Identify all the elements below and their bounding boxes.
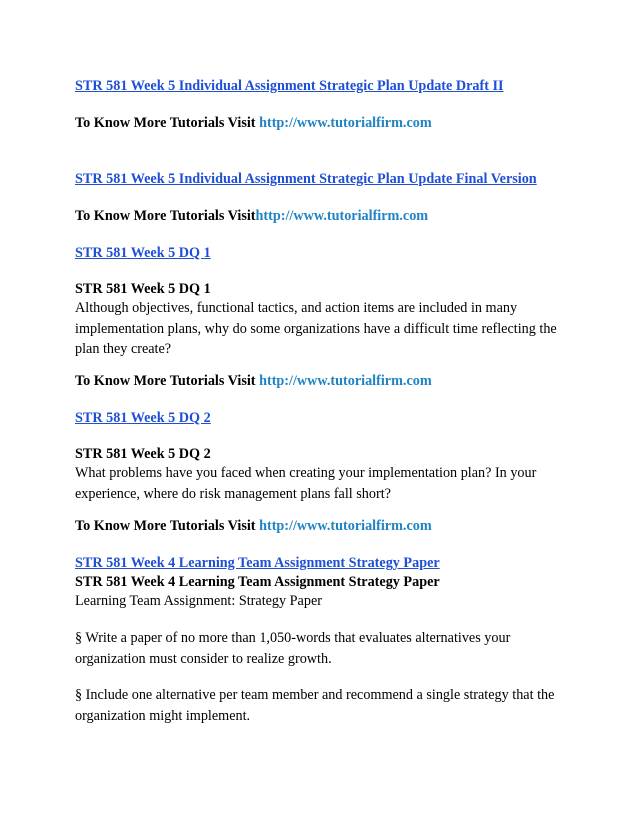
dq1-title: STR 581 Week 5 DQ 1: [75, 281, 211, 297]
visit-line-4: [75, 516, 432, 536]
bullet-paragraph-2: § Include one alternative per team member and recommend a single strategy that the organization might implement.: [75, 687, 555, 724]
tutorial-url[interactable]: http://www.tutorialfirm.com: [259, 518, 432, 534]
visit-line-1: [75, 113, 432, 133]
strategy-paper-subtitle: Learning Team Assignment: Strategy Paper: [75, 593, 322, 609]
dq2-title: STR 581 Week 5 DQ 2: [75, 446, 211, 462]
visit-prefix: To Know More Tutorials Visit: [75, 373, 260, 389]
link-dq1[interactable]: STR 581 Week 5 DQ 1: [75, 245, 211, 261]
link-draft-ii[interactable]: STR 581 Week 5 Individual Assignment Strategic Plan Update Draft II: [75, 78, 504, 94]
link-dq2[interactable]: STR 581 Week 5 DQ 2: [75, 410, 211, 426]
visit-prefix: To Know More Tutorials Visit: [75, 115, 260, 131]
dq2-body: What problems have you faced when creating your implementation plan? In your experience, where do risk management plans fall short?: [75, 465, 537, 502]
dq1-body: Although objectives, functional tactics, and action items are included in many implementation plans, why do some organizations have a difficult time reflecting the plan they create?: [75, 300, 557, 357]
visit-prefix: To Know More Tutorials Visit: [75, 518, 260, 534]
strategy-paper-title: STR 581 Week 4 Learning Team Assignment Strategy Paper: [75, 574, 440, 590]
visit-prefix: To Know More Tutorials Visit: [75, 208, 256, 224]
tutorial-url[interactable]: http://www.tutorialfirm.com: [255, 208, 429, 224]
visit-line-2: [75, 206, 428, 226]
bullet-paragraph-1: § Write a paper of no more than 1,050-words that evaluates alternatives your organization must consider to realize growth.: [75, 630, 511, 667]
visit-line-3: [75, 371, 432, 391]
tutorial-url[interactable]: http://www.tutorialfirm.com: [259, 115, 432, 131]
link-strategy-paper[interactable]: STR 581 Week 4 Learning Team Assignment Strategy Paper: [75, 555, 440, 571]
link-final-version[interactable]: STR 581 Week 5 Individual Assignment Strategic Plan Update Final Version: [75, 171, 537, 187]
tutorial-url[interactable]: http://www.tutorialfirm.com: [259, 373, 432, 389]
